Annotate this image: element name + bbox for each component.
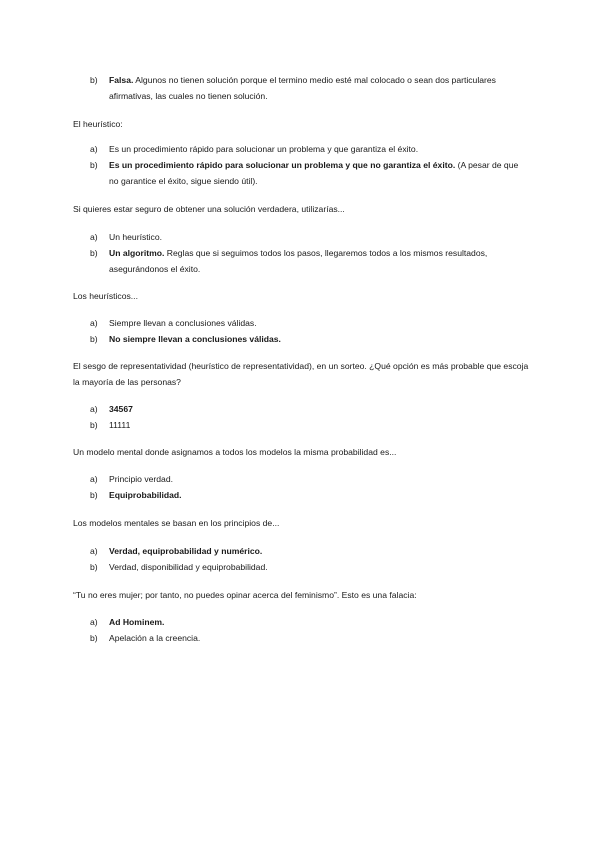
option-label: b) — [90, 248, 98, 258]
option-label: b) — [90, 633, 98, 643]
option-text: Reglas que si seguimos todos los pasos, llegaremos todos a los mismos resultados, asegurándonos el éxito. — [109, 248, 488, 274]
option-label: a) — [90, 404, 98, 414]
option-label: a) — [90, 232, 98, 242]
option-text: Principio verdad. — [109, 474, 174, 484]
answer-option — [90, 229, 520, 245]
option-label: b) — [90, 75, 98, 85]
answer-option — [90, 543, 520, 559]
answer-option — [90, 614, 520, 630]
option-label: b) — [90, 562, 98, 572]
option-text: Apelación a la creencia. — [109, 633, 201, 643]
option-bold-text: Falsa. — [109, 75, 134, 85]
option-bold-text: Verdad, equiprobabilidad y numérico. — [109, 546, 263, 556]
answer-option — [90, 487, 520, 503]
option-text: 11111 — [109, 420, 131, 430]
option-bold-text: Un algoritmo. — [109, 248, 165, 258]
option-text: Siempre llevan a conclusiones válidas. — [109, 318, 257, 328]
answer-option — [90, 630, 520, 646]
option-text: Verdad, disponibilidad y equiprobabilidad. — [109, 562, 268, 572]
option-label: a) — [90, 318, 98, 328]
option-text: Un heurístico. — [109, 232, 163, 242]
answer-option — [90, 72, 520, 104]
option-bold-text: 34567 — [109, 404, 133, 414]
option-label: b) — [90, 334, 98, 344]
answer-option — [90, 315, 520, 331]
question-text: Si quieres estar seguro de obtener una solución verdadera, utilizarías... — [73, 204, 345, 214]
question-text: Un modelo mental donde asignamos a todos los modelos la misma probabilidad es... — [73, 447, 397, 457]
answer-option — [90, 471, 520, 487]
option-bold-text: Ad Hominem. — [109, 617, 165, 627]
option-text: (A pesar de que no garantice el éxito, sigue siendo útil). — [109, 160, 519, 186]
question-text: Los modelos mentales se basan en los principios de... — [73, 518, 280, 528]
option-label: b) — [90, 160, 98, 170]
option-label: a) — [90, 144, 98, 154]
answer-option — [90, 401, 520, 417]
question-text: “Tu no eres mujer; por tanto, no puedes opinar acerca del feminismo”. Esto es una falacia: — [73, 590, 417, 600]
question-text: Los heurísticos... — [73, 291, 138, 301]
option-bold-text: Equiprobabilidad. — [109, 490, 182, 500]
answer-option — [90, 559, 520, 575]
option-label: b) — [90, 490, 98, 500]
option-bold-text: No siempre llevan a conclusiones válidas. — [109, 334, 281, 344]
answer-option — [90, 245, 520, 277]
option-label: b) — [90, 420, 98, 430]
answer-option — [90, 141, 520, 157]
question-text: El heurístico: — [73, 119, 123, 129]
question-text: El sesgo de representatividad (heurístico de representatividad), en un sorteo. ¿Qué opción es más probable que escoja la mayoría de las personas? — [73, 361, 529, 387]
answer-option — [90, 157, 520, 189]
answer-option — [90, 331, 520, 347]
option-bold-text: Es un procedimiento rápido para solucionar un problema y que no garantiza el éxito. — [109, 160, 456, 170]
option-label: a) — [90, 546, 98, 556]
answer-option — [90, 417, 520, 433]
option-label: a) — [90, 474, 98, 484]
option-text: Algunos no tienen solución porque el termino medio esté mal colocado o sean dos particulares afirmativas, las cuales no tienen solución. — [109, 75, 496, 101]
option-label: a) — [90, 617, 98, 627]
option-text: Es un procedimiento rápido para solucionar un problema y que garantiza el éxito. — [109, 144, 419, 154]
